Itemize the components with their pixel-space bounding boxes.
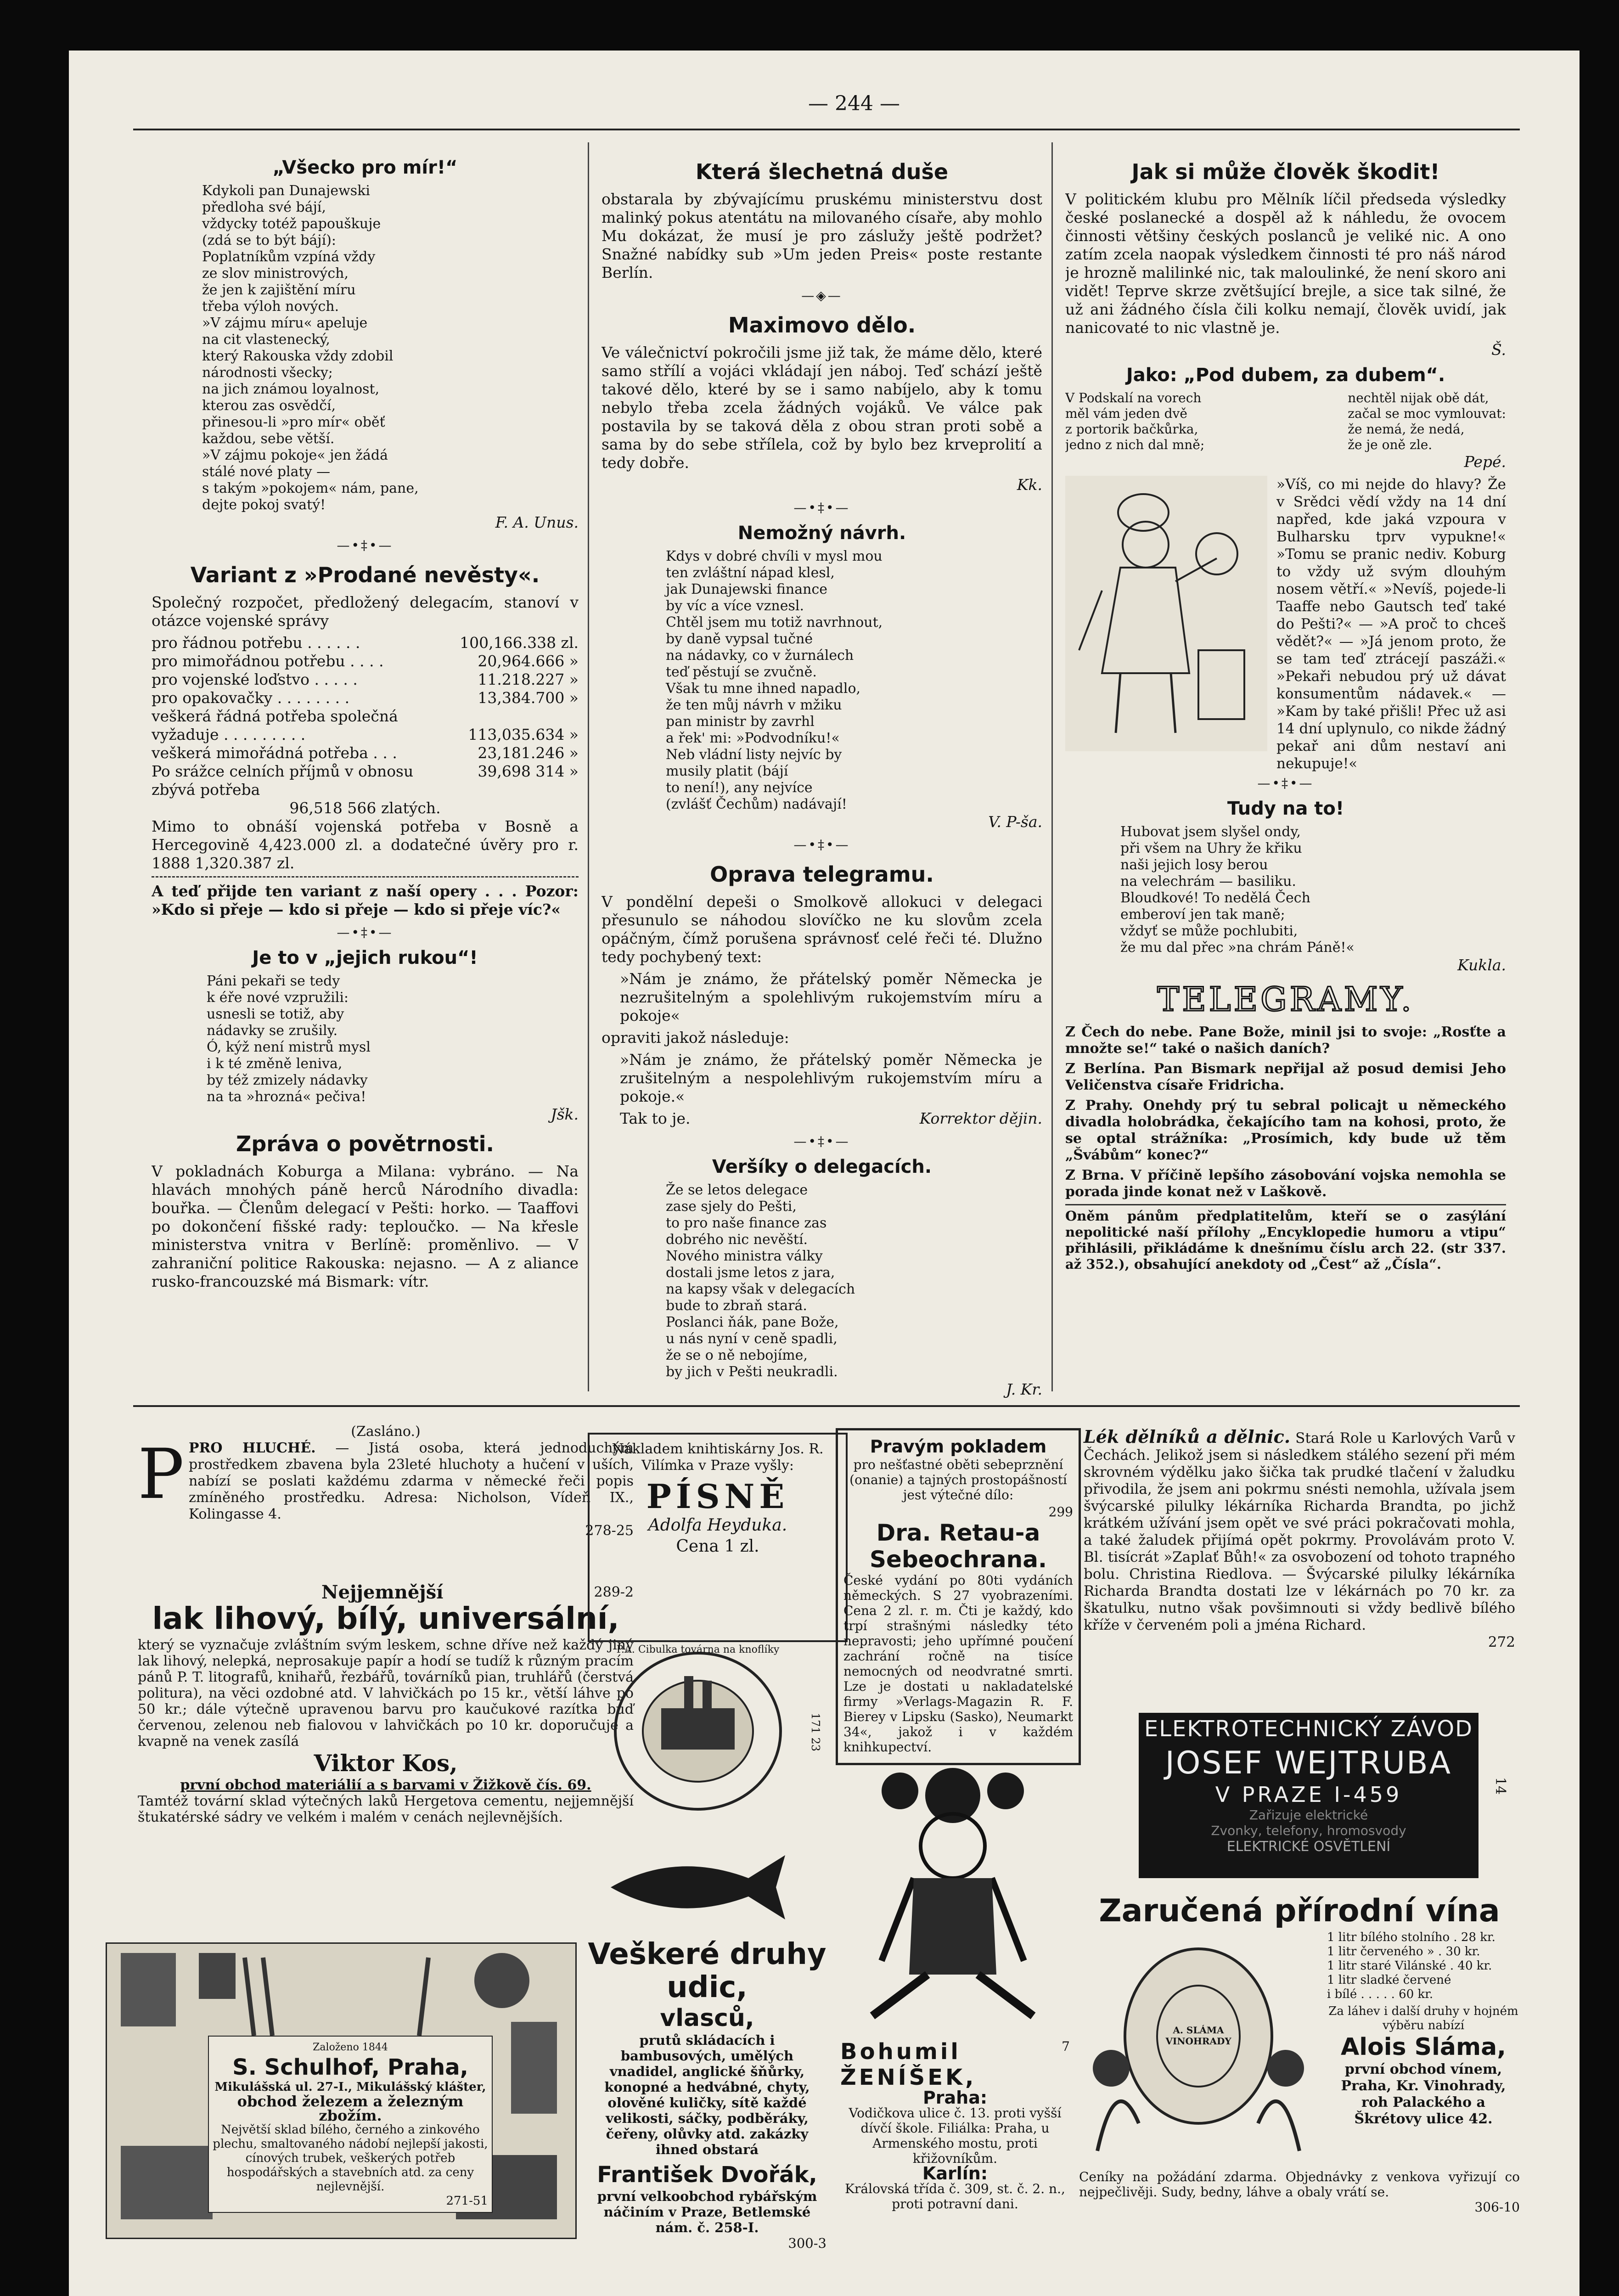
ad-pisne bbox=[588, 1433, 848, 1642]
article-title-maximovo-delo: Maximovo dělo. bbox=[728, 313, 916, 338]
hluche-title: PRO HLUCHÉ. bbox=[188, 1440, 316, 1456]
lak-text: který se vyznačuje zvláštním svým leskem, schne dříve než každý jiný lak lihový, nelepká, neprosakuje papír a hodí se tudíž k různým pracím pánů P. T. litografů, knihařů, řezbářů, továrníků pian, truhlářů (čerstvá politura), na věci ozdobné atd. V lahvičkách po 15 kr., větší láhve po 50 kr.; dále výtečně upravenou barvu pro kaučukové razítka buď červenou, zelenou neb fialovou v lahvičkách po 10 kr. doporučuje a kvapně na venek zasílá bbox=[138, 1637, 634, 1750]
udic-name: František Dvořák, bbox=[597, 2162, 817, 2188]
vina-code: 306-10 bbox=[1474, 2200, 1520, 2215]
schulhof-code: 271-51 bbox=[446, 2194, 488, 2208]
signature-vpsa: V. P-ša. bbox=[988, 813, 1042, 831]
article-title-slechetna-duse: Která šlechetná duše bbox=[695, 159, 949, 184]
wejt-top: ELEKTROTECHNICKÝ ZÁVOD bbox=[1144, 1716, 1473, 1742]
budget-row: pro opakovačky . . . . . . . . 13,384.700 » bbox=[152, 689, 579, 707]
signature-s: Š. bbox=[1491, 341, 1506, 359]
factory-emblem-graphic bbox=[592, 1639, 822, 1832]
budget-row: veškerá mimořádná potřeba . . . 23,181.246 » bbox=[152, 744, 579, 762]
jak-si-muze-text: V politickém klubu pro Mělník líčil předseda výsledky české poslanecké a dospěl až k náhledu, že ovocem činnosti většiny českých poslanců je veliké nic. A ono zatím zcela naopak výsledkem činnosti té pro náš národ je hrozně malilinké nic, tak maloulinké, že není skoro ani vidět! Teprve skrze zvětšující brejle, a sice tak silné, že už ani žádného čísla čili kolku nemají, člověk uvidí, jak nanicovaté to nic vlastně je. bbox=[1065, 190, 1506, 337]
pokladem-title: Pravým pokladem bbox=[870, 1436, 1047, 1457]
schulhof-name: S. Schulhof, Praha, bbox=[232, 2054, 468, 2080]
article-title-tudy-na-to: Tudy na to! bbox=[1227, 798, 1344, 819]
pisne-title: PÍSNĚ bbox=[646, 1477, 789, 1516]
telegram-item: Z Čech do nebe. Pane Bože, minil jsi to svoje: „Rosťte a množte se!“ také o našich daních? bbox=[1065, 1024, 1506, 1057]
maximovo-delo-text: Ve válečnictví pokročili jsme již tak, že máme dělo, které samo střílí a vojáci vkládají jen náboj. Teď schází ještě takové dělo, které by se i samo nabíjelo, aby k tomu nebylo třeba zcela žádných vojáků. Ve válce pak postavila by se taková děla z obou stran proti sobě a sama by do sebe střílela, což by bylo bez krveprolití a tedy dobře. bbox=[602, 343, 1042, 472]
wejt-l3: ELEKTRICKÉ OSVĚTLENÍ bbox=[1226, 1839, 1391, 1855]
remaining-label: zbývá potřeba bbox=[152, 781, 260, 799]
signature-unus: F. A. Unus. bbox=[495, 513, 579, 531]
ornament-divider: —•‡•— bbox=[337, 538, 394, 553]
zenisek-city2: Karlín: bbox=[922, 2163, 988, 2183]
udic-sub: vlasců, bbox=[660, 2004, 754, 2032]
hluche-text: — Jistá osoba, která jednoduchým prostředkem zbavena byla 23leté hluchoty a hučení v uších, nabízí se poslati každému zdarma v německé řeči popis zmíněného prostředku. Adresa: Nicholson, Vídeň IX., Kolingasse 4. bbox=[188, 1440, 634, 1522]
ad-clown-illustration bbox=[845, 1759, 1061, 2034]
vina-price: 1 litr sladké červené bbox=[1327, 1973, 1451, 1987]
zenisek-text: Vodičkova ulice č. 13. proti vyšší dívčí škole. Filiálka: Praha, u Armenského mostu, proti křižovníkům. bbox=[849, 2105, 1062, 2166]
ornament-divider: —•‡•— bbox=[793, 500, 850, 515]
vina-title: Zaručená přírodní vína bbox=[1099, 1893, 1500, 1929]
zenisek-city: Praha: bbox=[922, 2088, 988, 2108]
oprava-quote-corrected: »Nám je známo, že přátelský poměr Německa je zrušitelným a nespolehlivým rukojemstvím míru a pokoje.« bbox=[620, 1051, 1042, 1105]
lak-top: Nejjemnější bbox=[321, 1581, 444, 1603]
zenisek-num: 7 bbox=[1062, 2039, 1070, 2054]
pod-dubem-right: nechtěl nijak obě dát, začal se moc vymlouvat: že nemá, že nedá, že je oně zle. bbox=[1348, 390, 1506, 452]
ad-wejtruba bbox=[1139, 1713, 1478, 1878]
ad-zenisek bbox=[840, 2039, 1070, 2287]
remaining-value: 96,518 566 zlatých. bbox=[289, 799, 441, 817]
oprava-text: V pondělní depeši o Smolkově allokuci v delegaci přesunulo se náhodou slovíčko ne ku slovům zcela opáčným, čímž porušena správnosť celé řeči té. Dlužno tedy pochybený text: bbox=[602, 893, 1042, 966]
lek-code: 272 bbox=[1488, 1634, 1515, 1650]
signature-pepe: Pepé. bbox=[1464, 453, 1506, 471]
page-number: — 244 — bbox=[808, 92, 900, 115]
pokladem-text2: České vydání po 80ti vydáních německých. S 27 vyobrazeními. Cena 2 zl. r. m. Čti je každý, kdo trpí strašnými následky této nepravosti; jeho upřímné poučení zachrání ročně na tisíce nemocných od neodvratné smrti. Lze je dostati u nakladatelské firmy »Verlags-Magazin R. F. Bierey v Lipsku (Sasko), Neumarkt 34«, jakož i v každém knihkupectví. bbox=[843, 1573, 1073, 1755]
lak-code: 289-2 bbox=[594, 1584, 634, 1600]
middle-rule bbox=[133, 1405, 1520, 1407]
budget-row: Po srážce celních příjmů v obnosu 39,698 314 » bbox=[152, 762, 579, 780]
vina-addr: první obchod vínem, Praha, Kr. Vinohrady, roh Palackého a Škrétovy ulice 42. bbox=[1341, 2061, 1506, 2127]
newspaper-page bbox=[69, 51, 1580, 2296]
pisne-publisher: Nákladem knihtiskárny Jos. R. Vilímka v Praze vyšly: bbox=[612, 1441, 824, 1474]
factory-code: 171 23 bbox=[809, 1713, 822, 1751]
budget-row: pro řádnou potřebu . . . . . . 100,166.338 zl. bbox=[152, 634, 579, 652]
ornament-divider: —•‡•— bbox=[1257, 776, 1314, 791]
fish-graphic-box bbox=[602, 1846, 794, 1929]
drop-cap-p: P bbox=[138, 1435, 184, 1514]
schulhof-year: Založeno 1844 bbox=[313, 2042, 388, 2053]
dialog-text: »Víš, co mi nejde do hlavy? Že v Srědci vědí vždy na 14 dní napřed, kde jaká vzpoura v Bulharsku tprv vypukne!« »Tomu se pranic nediv. Koburg to vždy už svým dlouhým nosem větří.« »Nevíš, pojede-li Taaffe nebo Gautsch teď také do Pešti?« — »A proč to chceš vědět?« — »Já jenom proto, že se tam teď ztrácejí paszáži.« »Pekaři nebudou prý už dávat konsumentům nádavek.« — »Kam by také přišli! Přec už asi 14 dní uplynulo, co nikde žádný pekař ani dům nestaví ani nekupuje!« bbox=[1276, 476, 1506, 772]
pisne-author: Adolfa Heyduka. bbox=[648, 1516, 787, 1535]
budget-row: veškerá řádná potřeba společná vyžaduje . . . . . . . . . 113,035.634 » bbox=[152, 707, 579, 743]
article-title-versiky: Veršíky o delegacích. bbox=[712, 1156, 932, 1177]
vina-note: Za láhev i další druhy v hojném výběru nabízí bbox=[1328, 2004, 1518, 2032]
poem-tudy-na-to: Hubovat jsem slyšel ondy, při všem na Uhry že křiku naši jejich losy berou na velechrám — basiliku. Bloudkové! To nedělá Čech emberoví jen tak maně; vždyť se může pochlubiti, že mu dal přec »na chrám Páně!« bbox=[1120, 824, 1355, 956]
dialog-block bbox=[1065, 476, 1506, 770]
oprava-end: Tak to je. Korrektor dějin. bbox=[620, 1109, 1042, 1127]
top-rule bbox=[133, 129, 1520, 130]
pisne-price: Cena 1 zl. bbox=[676, 1537, 759, 1556]
vina-price: 1 litr bílého stolního . 28 kr. bbox=[1327, 1930, 1495, 1944]
wejt-l2: Zvonky, telefony, hromosvody bbox=[1211, 1823, 1406, 1838]
signature-jsk: Jšk. bbox=[551, 1105, 579, 1123]
lak-addr: první obchod materiálií a s barvami v Žižkově čís. 69. bbox=[180, 1777, 591, 1793]
article-title-vsecko-pro-mir: „Všecko pro mír!“ bbox=[272, 157, 458, 178]
telegramy-heading: TELEGRAMY. bbox=[1157, 980, 1414, 1019]
poem-pekari: Páni pekaři se tedy k éře nové vzpružili: usnesli se totiž, aby nádavky se zrušily. Ó, kýž není mistrů mysl i k té změně leniva, by též zmizely nádavky na ta »hrozná« pečiva! bbox=[207, 973, 371, 1105]
article-title-oprava: Oprava telegramu. bbox=[710, 862, 934, 887]
telegram-item: Z Prahy. Onehdy prý tu sebral policajt u německého divadla holobrádka, čekajícího tam na kohosi, proto, že se optal strážníka: „Prosímich, kdy bude už těm „Švábům“ konec?“ bbox=[1065, 1097, 1506, 1163]
pokladem-text: pro nešťastné oběti sebeprznění (onanie) a tajných prostopášností jest výtečné dílo: bbox=[849, 1457, 1067, 1503]
oprava-quote-original: »Nám je známo, že přátelský poměr Německa je nezrušitelným a spolehlivým rukojemstvím míru a pokoje« bbox=[620, 970, 1042, 1024]
jester-figure-graphic bbox=[845, 1759, 1061, 2034]
article-title-variant: Variant z »Prodané nevěsty«. bbox=[190, 563, 540, 587]
lak-extra: Tamtéž tovární sklad výtečných laků Hergetova cementu, nejjemnější štukatérské sádry ve velkém i malém v cenách nejlevnějších. bbox=[138, 1793, 634, 1825]
udic-title: Veškeré druhy udic, bbox=[588, 1937, 826, 2004]
ad-udice bbox=[588, 1938, 826, 2287]
hluche-code: 278-25 bbox=[585, 1523, 634, 1539]
pokladem-book: Dra. Retau-a Sebeochrana. bbox=[870, 1519, 1047, 1573]
budget-row: pro mimořádnou potřebu . . . . 20,964.666 » bbox=[152, 652, 579, 670]
wejt-l1: Zařizuje elektrické bbox=[1249, 1807, 1368, 1823]
wejt-city: V PRAZE I-459 bbox=[1215, 1782, 1402, 1807]
zenisek-text2: Královská třída č. 309, st. č. 2. n., proti potravní dani. bbox=[845, 2181, 1065, 2212]
pod-dubem-poem bbox=[1065, 390, 1506, 453]
vina-price: 1 litr staré Vilánské . 40 kr. bbox=[1327, 1959, 1492, 1973]
dashed-divider bbox=[152, 876, 579, 878]
slechetna-duse-text: obstarala by zbývajícímu pruskému ministerstvu dost malinký pokus atentátu na milovaného císaře, aby mohlo Mu dokázat, že musí je pro záslužy ještě podržet? Snažné nabídky sub »Um jeden Preis« poste restante Berlín. bbox=[602, 190, 1042, 281]
udic-text: prutů skládacích i bambusových, umělých vnadidel, anglické šňůrky, konopné a hedvábné, chyty, olověné kuličky, sítě každé velikosti, sáčky, podběráky, čeřeny, olůvky atd. zakázky ihned obstará bbox=[604, 2032, 810, 2157]
wejt-name: JOSEF WEJTRUBA bbox=[1165, 1745, 1452, 1781]
vina-foot: Ceníky na požádání zdarma. Objednávky z venkova vyřizují co nejpečlivěji. Sudy, bedny, láhve a obaly vrátí se. bbox=[1079, 2169, 1520, 2200]
subscriber-notice: Oněm pánům předplatitelům, kteří se o zasýlání nepolitické naší přílohy „Encyklopedie humoru a vtipu“ přihlásili, přikládáme k dnešnímu číslu arch 22. (str 337. až 352.), obsahující anekdoty od „Čest“ až „Čísla“. bbox=[1065, 1208, 1506, 1272]
signature-kukla: Kukla. bbox=[1457, 956, 1506, 974]
vina-price: 1 litr červeného » . 30 kr. bbox=[1327, 1945, 1480, 1958]
column-divider-1 bbox=[588, 142, 589, 1391]
article-title-zprava: Zpráva o povětrnosti. bbox=[236, 1131, 495, 1156]
lak-name: Viktor Kos, bbox=[314, 1750, 458, 1777]
weather-report-text: V pokladnách Koburga a Milana: vybráno. — Na hlavách mnohých páně herců Národního divadla: bouřka. — Členům delegací v Pešti: horko. — Taaffovi po dokončení fišské rady: teploučko. — Na křesle ministerstva vnitra v Berlíně: proměnlivo. — V zahraniční politice Rakouska: nejasno. — A z aliance rusko-francouzské má Bismark: vítr. bbox=[152, 1162, 579, 1290]
telegram-item: Z Berlína. Pan Bismark nepřijal až posud demisi Jeho Veličenstva císaře Fridricha. bbox=[1065, 1061, 1506, 1093]
ornament-divider: —◈— bbox=[801, 288, 843, 303]
ad-factory-emblem bbox=[592, 1639, 822, 1832]
ornament-divider: —•‡•— bbox=[793, 837, 850, 852]
vina-barrel-label: A. SLÁMA VINOHRADY bbox=[1165, 2025, 1231, 2047]
ad-vina bbox=[1079, 1892, 1520, 2291]
ad-lek-delniku bbox=[1084, 1428, 1515, 1704]
signature-jkr: J. Kr. bbox=[1006, 1380, 1042, 1398]
ad-lak-lihovy bbox=[138, 1581, 634, 1906]
vina-price: i bílé . . . . . 60 kr. bbox=[1327, 1987, 1433, 2001]
lek-text: Stará Role u Karlových Varů v Čechách. Jelikož jsem si následkem stálého sezení při mém skrovném výdělku jako šička tak prudké tlačení v žaludku přivodila, že jsem ani pokrmu snésti nemohla, užívala jsem švýcarské pilulky lékárníka Richarda Brandta, po jichž krátkém užívání jsem opět ve své práci pokračovati mohla, a také žaludek přijímá opět pokrmy. Provolávám proto V. Bl. tisícrát »Zaplať Bůh!« za osvobození od tohoto trapného bolu. Christina Riedlova. — Švýcarské pilulky lékárníka Richarda Brandta dostati lze v lékárnách po 70 kr. za škatulku, nutno však povšimnouti si vždy bedlivě bílého kříže v červeném poli a jména Richard. bbox=[1084, 1430, 1515, 1633]
ad-pro-hluche bbox=[138, 1424, 634, 1575]
udic-addr: první velkoobchod rybářským náčiním v Praze, Betlemské nám. č. 258-I. bbox=[597, 2189, 817, 2235]
zaslano-label: (Zasláno.) bbox=[351, 1424, 421, 1440]
schulhof-text2: Největší sklad bílého, černého a zinkového plechu, smaltovaného nádobí nejlepší jakosti, cínových trubek, veškerých potřeb hospodářských a stavebních atd. za ceny nejlevnější. bbox=[213, 2123, 488, 2194]
column-divider-2 bbox=[1051, 142, 1053, 1391]
signature-kk: Kk. bbox=[1017, 476, 1042, 494]
schulhof-text1: obchod železem a železným zbožím. bbox=[237, 2093, 464, 2124]
factory-mark: P.A. Cibulka továrna na knoflíky bbox=[616, 1644, 780, 1655]
budget-row: pro vojenské loďstvo . . . . . 11.218.227 » bbox=[152, 670, 579, 688]
variant-text: Mimo to obnáší vojenská potřeba v Bosně a Hercegovině 4,423.000 zl. a dodatečné úvěry pro r. 1888 1,320.387 zl. bbox=[152, 817, 579, 872]
fish-icon bbox=[602, 1846, 794, 1929]
article-title-jak-si-muze: Jak si může člověk škodit! bbox=[1131, 159, 1440, 184]
ornament-divider: —•‡•— bbox=[337, 925, 394, 940]
poem-vsecko-pro-mir: Kdykoli pan Dunajewski předloha své bájí, vždycky totéž papouškuje (zdá se to být bájí): Poplatníkům vzpíná vždy ze slov ministrových, že jen k zajištění míru třeba výloh nových. »V zájmu míru« apeluje na cit vlastenecký, který Rakouska vždy zdobil národnosti všecky; na jich známou loyalnost, kterou zas osvědčí, přinesou-li »pro mír« oběť každou, sebe větší. »V zájmu pokoje« jen žádá stálé nové platy — s takým »pokojem« nám, pane, dejte pokoj svatý! bbox=[202, 183, 419, 513]
column-3 bbox=[1065, 152, 1506, 1401]
lak-title: lak lihový, bílý, universální, bbox=[152, 1601, 619, 1636]
zenisek-name: Bohumil ŽENÍŠEK, bbox=[840, 2039, 977, 2090]
lek-title: Lék dělníků a dělnic. bbox=[1084, 1426, 1291, 1447]
wejt-code: 14 bbox=[1492, 1777, 1508, 1795]
poem-versiky: Že se letos delegace zase sjely do Pešti, to pro naše finance zas dobrého nic nevěští. Nového ministra války dostali jsme letos z jara, na kapsy však v delegacích bude to zbraň stará. Poslanci ňák, pane Bože, u nás nyní v ceně spadli, že se o ně nebojíme, by jich v Pešti neukradli. bbox=[666, 1182, 855, 1380]
variant-quote: A teď přijde ten variant z naší opery . . . Pozor: »Kdo si přeje — kdo si přeje — kdo si přeje víc?« bbox=[152, 882, 579, 918]
vina-name: Alois Sláma, bbox=[1340, 2033, 1507, 2061]
poem-nemozny-navrh: Kdys v dobré chvíli v mysl mou ten zvláštní nápad klesl, jak Dunajewski finance by víc a více vznesl. Chtěl jsem mu totiž navrhnout, by daně vypsal tučné na nádavky, co v žurnálech teď pěstují se zvučně. Však tu mne ihned napadlo, že ten můj návrh v mžiku pan ministr by zavrhl a řek' mi: »Podvodníku!« Neb vládní listy nejvíc by musily platit (bájí to není!), any nejvíce (zvlášť Čechům) nadávají! bbox=[666, 548, 883, 812]
article-title-nemozny-navrh: Nemožný návrh. bbox=[737, 523, 906, 544]
oprava-mid: opraviti jakož následuje: bbox=[602, 1029, 789, 1047]
udic-code: 300-3 bbox=[788, 2235, 826, 2251]
ornament-divider: —•‡•— bbox=[793, 1134, 850, 1149]
article-title-jejich-rukou: Je to v „jejich rukou“! bbox=[252, 947, 478, 968]
ad-sebeochrana bbox=[836, 1428, 1081, 1765]
column-2 bbox=[602, 152, 1042, 1401]
column-1 bbox=[152, 152, 579, 1401]
pod-dubem-left: V Podskalí na vorech měl vám jeden dvě z portorik bačkůrka, jedno z nich dal mně; bbox=[1065, 390, 1205, 452]
ad-schulhof bbox=[106, 1942, 577, 2239]
cartoon-baker-illustration bbox=[1065, 476, 1267, 751]
wine-barrel-graphic bbox=[1079, 1930, 1318, 2169]
variant-intro: Společný rozpočet, předložený delegacím, stanoví v otázce vojenské správy bbox=[152, 593, 579, 630]
article-title-pod-dubem: Jako: „Pod dubem, za dubem“. bbox=[1126, 365, 1445, 386]
pokladem-code: 299 bbox=[1048, 1504, 1073, 1519]
telegram-item: Z Brna. V příčině lepšího zásobování vojska nemohla se porada jinde konat než v Laškově. bbox=[1065, 1167, 1506, 1200]
rule bbox=[1065, 1204, 1506, 1205]
schulhof-addr: Mikulášská ul. 27-I., Mikulášský klášter, bbox=[214, 2080, 486, 2094]
